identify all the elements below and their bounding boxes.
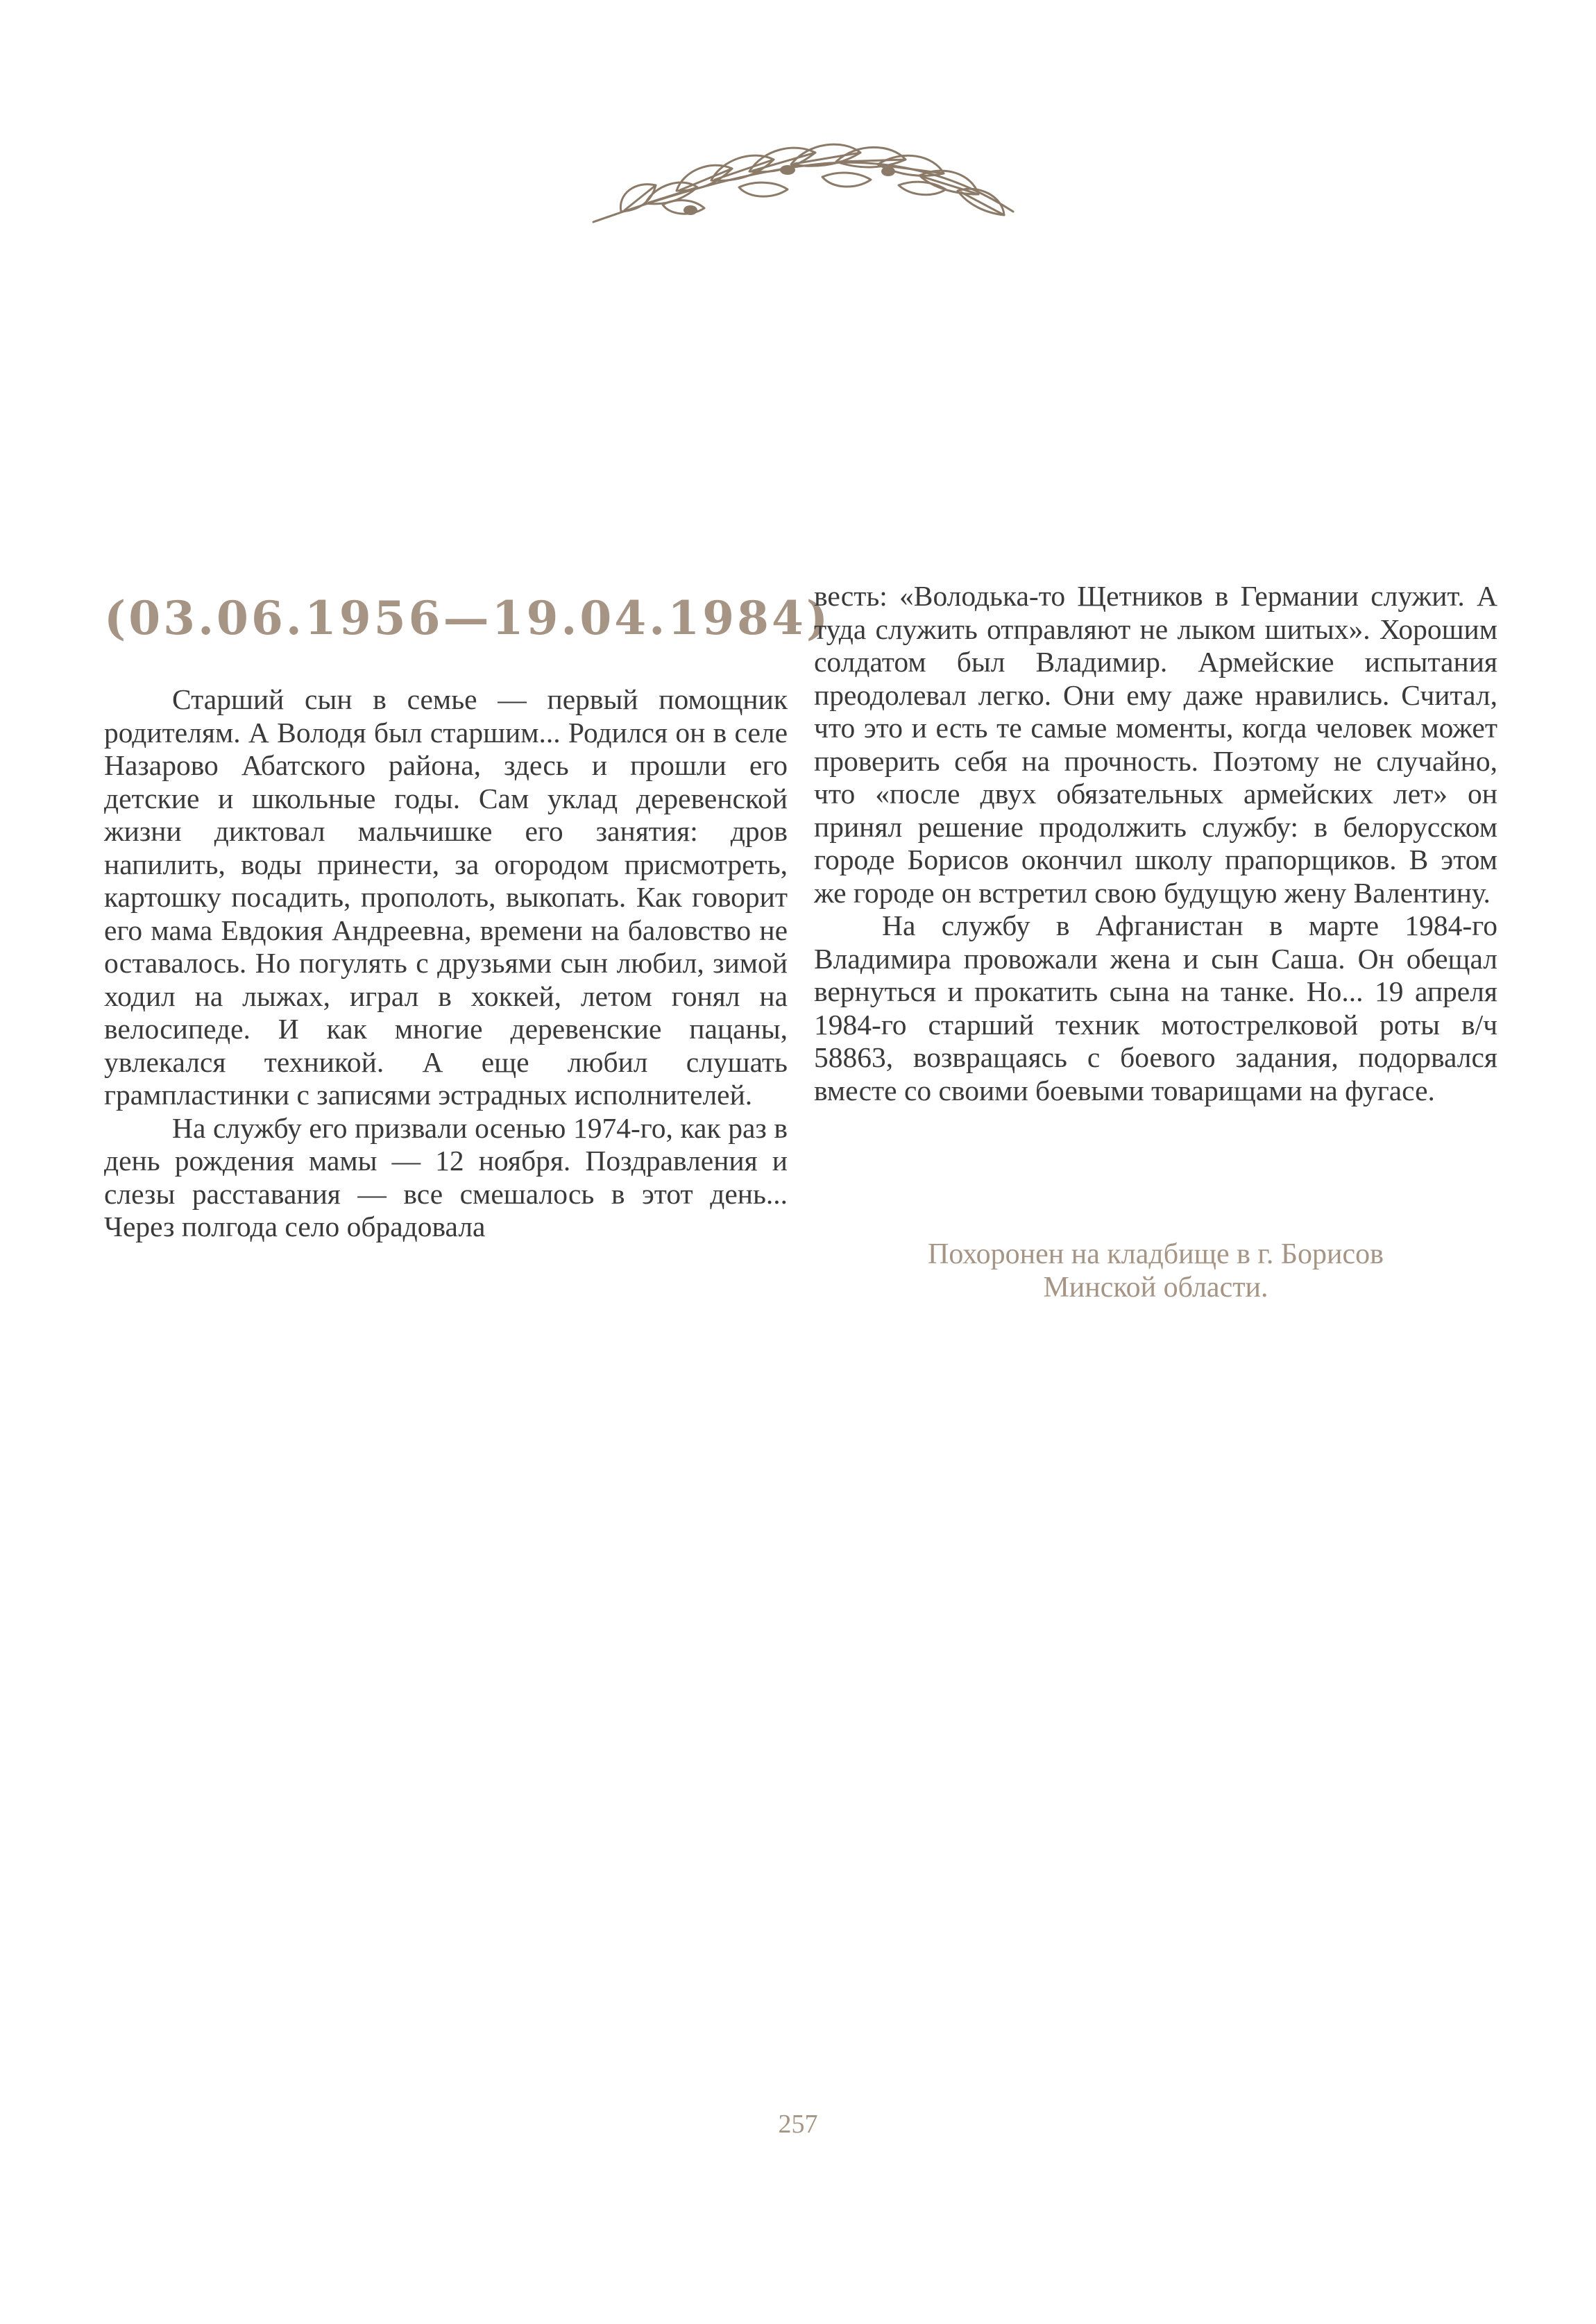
left-text-column	[104, 683, 788, 1244]
right-text-column	[814, 580, 1497, 1107]
burial-line: Минской области.	[1043, 1272, 1268, 1304]
burial-note	[814, 1238, 1497, 1304]
paragraph: Старший сын в семье — первый помощник родителям. А Володя был старшим... Родился он в селе Назарово Абатского района, здесь и прошли его детские и школьные годы. Сам уклад деревенской жизни диктовал мальчишке его занятия: дров напилить, воды принести, за огородом присмотреть, картошку посадить, прополоть, выкопать. Как говорит его мама Евдокия Андреевна, времени на баловство не оставалось. Но погулять с друзьями сын любил, зимой ходил на лыжах, играл в хоккей, летом гонял на велосипеде. И как многие деревенские пацаны, увлекался техникой. А еще любил слушать грампластинки с записями эстрадных исполнителей.	[104, 683, 788, 1111]
paragraph: На службу его призвали осенью 1974-го, как раз в день рождения мамы — 12 ноября. Поздравления и слезы расставания — все смешалось в этот день... Через полгода село обрадовала	[104, 1111, 788, 1242]
paragraph: весть: «Володька-то Щетников в Германии служит. А туда служить отправляют не лыком шитых». Хорошим солдатом был Владимир. Армейские испытания преодолевал легко. Они ему даже нравились. Считал, что это и есть те самые моменты, когда человек может проверить себя на прочность. Поэтому не случайно, что «после двух обязательных армейских лет» он принял решение продолжить службу: в белорусском городе Борисов окончил школу прапорщиков. В этом же городе он встретил свою будущую жену Валентину.	[814, 580, 1497, 909]
paragraph: На службу в Афганистан в марте 1984-го Владимира провожали жена и сын Саша. Он обещал вернуться и прокатить сына на танке. Но... 19 апреля 1984-го старший техник мотострелковой роты в/ч 58863, возвращаясь с боевого задания, подорвался вместе со своими боевыми товарищами на фугасе.	[814, 909, 1497, 1107]
burial-line: Похоронен на кладбище в г. Борисов	[928, 1238, 1384, 1270]
oak-branch-icon	[579, 121, 1024, 239]
lifespan-dates: (03.06.1956—19.04.1984)	[104, 591, 831, 645]
page-number: 257	[778, 2110, 818, 2139]
